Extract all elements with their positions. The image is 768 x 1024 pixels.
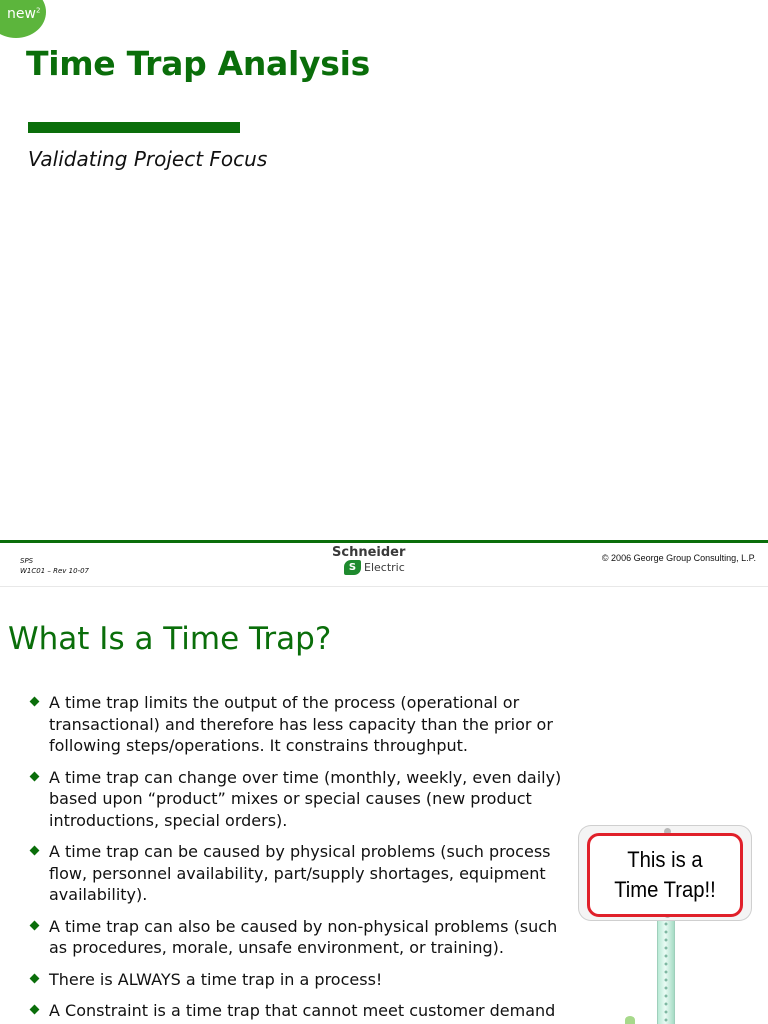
schneider-electric-logo [330,545,410,577]
badge-text: new [7,6,36,22]
sign-line-1: This is a [627,847,703,872]
footer-left-info [20,556,89,576]
post-holes [664,920,668,1024]
time-trap-sign-image [575,826,755,1024]
bullet-text: There is ALWAYS a time trap in a process! [49,969,383,989]
logo-brand-text: Schneider [332,545,406,560]
footer-copyright: © 2006 George Group Consulting, L.P. [601,553,756,563]
sign-post [657,916,675,1024]
sign-line-2: Time Trap!! [614,877,716,902]
badge-superscript: 2 [35,6,41,15]
bullet-text: A time trap limits the output of the process (operational or transactional) and therefore has less capacity than the prior or following steps/operations. It constrains throughput. [49,693,553,755]
footer-divider [0,540,768,543]
bullet-diamond-icon [30,697,40,707]
bullet-diamond-icon [30,920,40,930]
bullet-diamond-icon [30,973,40,983]
sign-board [579,826,751,920]
footer-revision: W1C01 – Rev 10-07 [20,567,89,575]
bullet-diamond-icon [30,1005,40,1015]
grass-tuft [625,1016,635,1024]
new-badge [0,0,46,38]
bullet-diamond-icon [30,846,40,856]
list-item [30,692,575,757]
sign-border [587,833,743,917]
bullet-text: A time trap can also be caused by non-physical problems (such as procedures, morale, unsafe environment, or training). [49,916,558,957]
logo-mark-icon: S [344,560,361,575]
slide1-title: Time Trap Analysis [26,44,370,83]
slide1-subtitle: Validating Project Focus [28,147,268,171]
slide-separator [0,586,768,587]
list-item [30,1000,575,1022]
list-item [30,841,575,906]
bullet-text: A Constraint is a time trap that cannot meet customer demand [49,1001,556,1020]
title-underline-bar [28,122,240,133]
bullet-text: A time trap can be caused by physical problems (such process flow, personnel availability, part/supply shortages, equipment availability). [49,842,551,904]
logo-sub-text: Electric [364,561,405,574]
list-item [30,767,575,832]
bullet-list [30,692,575,1024]
slide2-title: What Is a Time Trap? [8,621,332,657]
list-item [30,916,575,959]
footer-code: SPS [20,557,34,565]
list-item [30,969,575,991]
bullet-diamond-icon [30,771,40,781]
sign-text [596,845,734,905]
bullet-text: A time trap can change over time (monthly, weekly, even daily) based upon “product” mixes or special causes (new product introductions, special orders). [49,767,562,830]
